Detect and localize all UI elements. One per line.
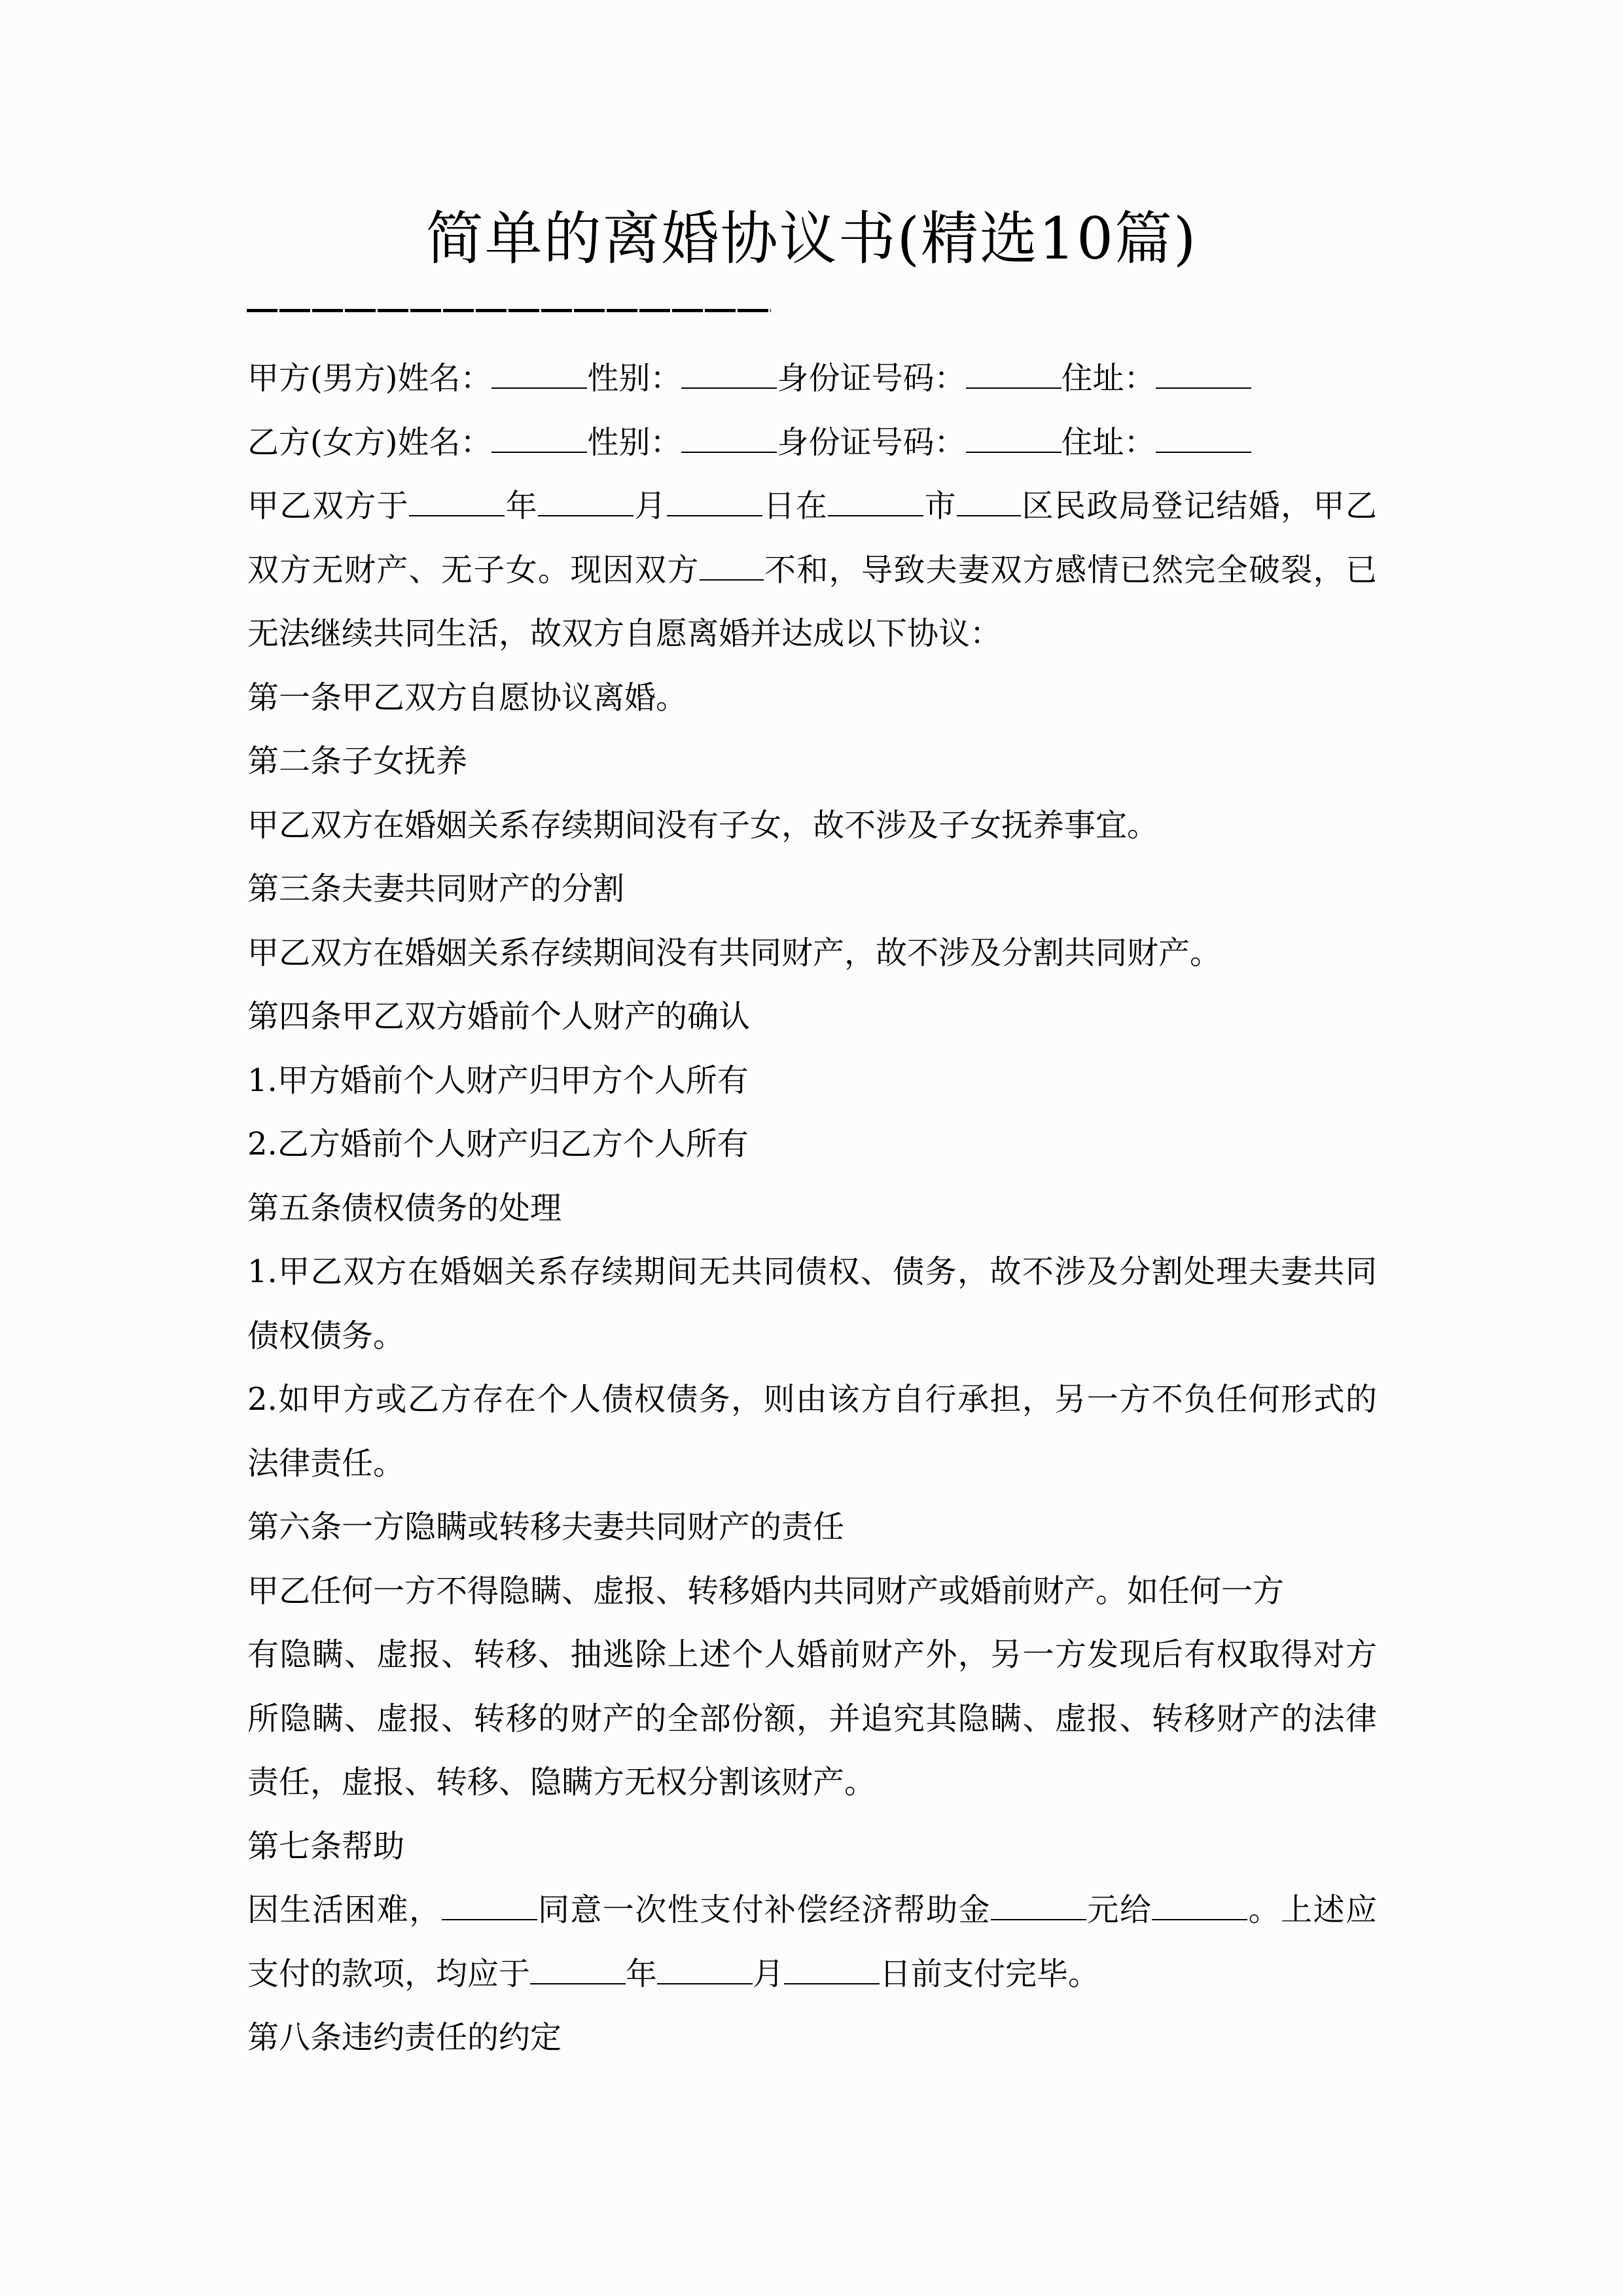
payee-blank[interactable] xyxy=(1152,1893,1247,1920)
article-5-item-1-line-2: 债权债务。 xyxy=(247,1317,405,1354)
intro-text: 日在 xyxy=(762,488,829,524)
intro-text: 年 xyxy=(505,488,539,524)
article-7-text: 同意一次性支付补偿经济帮助金 xyxy=(537,1892,991,1928)
payment-year-blank[interactable] xyxy=(530,1957,626,1984)
article-6-line-3: 所隐瞒、虚报、转移的财产的全部份额，并追究其隐瞒、虚报、转移财产的法律 xyxy=(247,1700,1377,1737)
document-title: 简单的离婚协议书(精选10篇) xyxy=(425,205,1198,272)
article-3-heading: 第三条夫妻共同财产的分割 xyxy=(247,870,625,907)
party-a-gender-blank[interactable] xyxy=(681,361,777,389)
article-8-heading: 第八条违约责任的约定 xyxy=(247,2019,562,2056)
payer-blank[interactable] xyxy=(442,1893,537,1920)
article-7-text: 日前支付完毕。 xyxy=(880,1955,1100,1992)
party-b-fields xyxy=(247,411,1377,475)
intro-text: 双方无财产、无子女。现因双方 xyxy=(247,551,700,588)
marriage-day-blank[interactable] xyxy=(667,489,762,516)
article-7-line-2 xyxy=(247,1943,1377,2007)
marriage-intro-line-2 xyxy=(247,539,1377,603)
party-b-name-label: 乙方(女方)姓名： xyxy=(247,423,492,461)
article-2-text: 甲乙双方在婚姻关系存续期间没有子女，故不涉及子女抚养事宜。 xyxy=(247,806,1159,844)
party-b-id-blank[interactable] xyxy=(966,425,1061,453)
party-a-name-label: 甲方(男方)姓名： xyxy=(247,360,492,397)
marriage-city-blank[interactable] xyxy=(828,489,923,516)
article-6-line-1: 甲乙任何一方不得隐瞒、虚报、转移婚内共同财产或婚前财产。如任何一方 xyxy=(247,1572,1285,1609)
article-7-text: 月 xyxy=(753,1955,785,1992)
party-b-gender-blank[interactable] xyxy=(681,425,777,453)
discord-reason-blank[interactable] xyxy=(700,553,764,581)
article-7-heading: 第七条帮助 xyxy=(247,1827,405,1865)
party-a-address-blank[interactable] xyxy=(1156,361,1251,389)
intro-text: 甲乙双方于 xyxy=(247,488,410,524)
article-4-item-2: 2.乙方婚前个人财产归乙方个人所有 xyxy=(247,1126,749,1162)
party-a-id-label: 身份证号码： xyxy=(777,360,966,397)
party-a-gender-label: 性别： xyxy=(587,360,682,397)
article-6-heading: 第六条一方隐瞒或转移夫妻共同财产的责任 xyxy=(247,1509,845,1545)
article-6-line-4: 责任，虚报、转移、隐瞒方无权分割该财产。 xyxy=(247,1764,876,1801)
party-b-address-blank[interactable] xyxy=(1156,425,1251,453)
article-1-heading: 第一条甲乙双方自愿协议离婚。 xyxy=(247,679,688,716)
party-b-address-label: 住址： xyxy=(1061,423,1156,461)
article-7-text: 元给 xyxy=(1086,1892,1152,1928)
intro-text: 区民政局登记结婚，甲乙 xyxy=(1021,488,1377,524)
title-separator xyxy=(247,309,771,312)
party-a-fields xyxy=(247,347,1377,411)
party-b-id-label: 身份证号码： xyxy=(777,423,966,461)
article-4-heading: 第四条甲乙双方婚前个人财产的确认 xyxy=(247,998,751,1035)
marriage-month-blank[interactable] xyxy=(538,489,633,516)
article-5-item-2-line-1: 2.如甲方或乙方存在个人债权债务，则由该方自行承担，另一方不负任何形式的 xyxy=(247,1381,1377,1418)
document-body xyxy=(247,347,1377,2070)
marriage-intro-line-1 xyxy=(247,475,1377,539)
article-3-text: 甲乙双方在婚姻关系存续期间没有共同财产，故不涉及分割共同财产。 xyxy=(247,934,1222,971)
party-a-address-label: 住址： xyxy=(1061,360,1156,397)
article-7-text: 因生活困难， xyxy=(247,1892,442,1928)
intro-text: 市 xyxy=(923,488,957,524)
article-5-heading: 第五条债权债务的处理 xyxy=(247,1189,562,1227)
article-7-text: 。上述应 xyxy=(1247,1892,1377,1928)
party-b-gender-label: 性别： xyxy=(587,423,682,461)
article-7-line-1 xyxy=(247,1878,1377,1943)
marriage-district-blank[interactable] xyxy=(957,489,1021,516)
article-6-line-2: 有隐瞒、虚报、转移、抽逃除上述个人婚前财产外，另一方发现后有权取得对方 xyxy=(247,1636,1377,1673)
article-5-item-1-line-1: 1.甲乙双方在婚姻关系存续期间无共同债权、债务，故不涉及分割处理夫妻共同 xyxy=(247,1253,1377,1290)
party-b-name-blank[interactable] xyxy=(491,425,587,453)
article-7-text: 支付的款项，均应于 xyxy=(247,1955,531,1992)
party-a-name-blank[interactable] xyxy=(491,361,587,389)
party-a-id-blank[interactable] xyxy=(966,361,1061,389)
article-4-item-1: 1.甲方婚前个人财产归甲方个人所有 xyxy=(247,1062,749,1099)
payment-month-blank[interactable] xyxy=(657,1957,753,1984)
article-7-text: 年 xyxy=(626,1955,658,1992)
article-2-heading: 第二条子女抚养 xyxy=(247,743,468,780)
intro-text: 不和，导致夫妻双方感情已然完全破裂，已 xyxy=(763,551,1377,588)
intro-text: 月 xyxy=(633,488,667,524)
payment-day-blank[interactable] xyxy=(784,1957,880,1984)
article-5-item-2-line-2: 法律责任。 xyxy=(247,1444,405,1482)
marriage-intro-line-3: 无法继续共同生活，故双方自愿离婚并达成以下协议： xyxy=(247,615,1002,652)
amount-blank[interactable] xyxy=(991,1893,1086,1920)
marriage-year-blank[interactable] xyxy=(409,489,505,516)
